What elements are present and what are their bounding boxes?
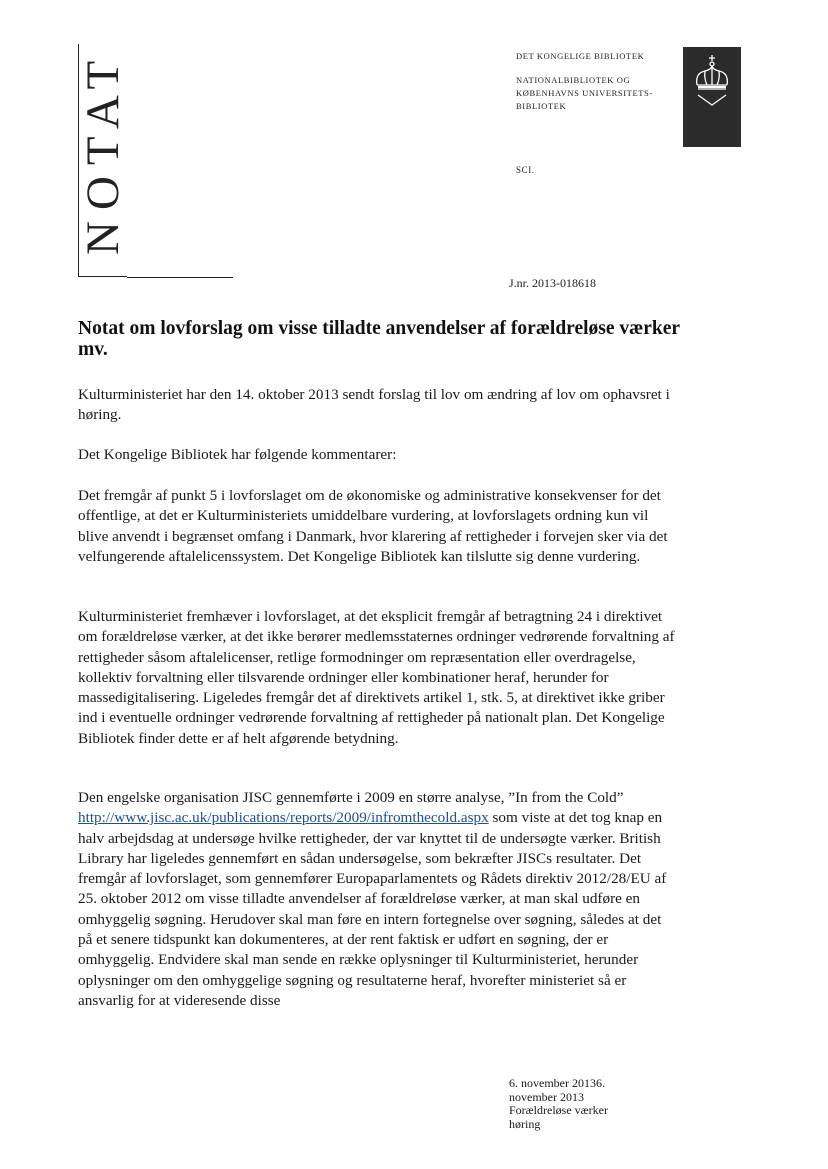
notat-label: NOTAT (77, 49, 129, 255)
letterhead-line: NATIONALBIBLIOTEK OG (516, 75, 631, 85)
department-code: SCI. (516, 165, 535, 175)
paragraph-text: som viste at det tog knap en halv arbejdsdag at undersøge hvilke rettigheder, der var knyttet til de undersøgte værker. British Library har ligeledes gennemført en sådan undersøgelse, som bekræfter JISCs resultater. Det fremgår af lovforslaget, som gennemfører Europaparlamentets og Rådets direktiv 2012/28/EU af 25. oktober 2012 om visse tilladte anvendelser af forældreløse værker, at man skal udføre en omhyggelig søgning. Herudover skal man føre en intern fortegnelse over søgning, således at det på et senere tidspunkt kan dokumenteres, at der rent faktisk er udført en søgning, der er omhyggelig. Endvidere skal man sende en række oplysninger til Kulturministeriet, herunder oplysninger om den omhyggelige søgning og resultaterne heraf, hvorefter ministeriet så er ansvarlig for at videresende disse (78, 809, 667, 1009)
paragraph-text: Den engelske organisation JISC gennemførte i 2009 en større analyse, ”In from the Cold” (78, 789, 624, 806)
paragraph: Det Kongelige Bibliotek har følgende kommentarer: (78, 446, 397, 463)
notat-frame-rule (127, 277, 233, 278)
footer-subject: Forældreløse værker (509, 1103, 608, 1117)
paragraph: Kulturministeriet har den 14. oktober 2013 sendt forslag til lov om ændring af lov om ophavsret i høring. (78, 386, 670, 424)
jisc-report-link[interactable]: http://www.jisc.ac.uk/publications/reports/2009/infromthecold.aspx (78, 809, 489, 827)
paragraph: Det fremgår af punkt 5 i lovforslaget om de økonomiske og administrative konsekvenser for det offentlige, at det er Kulturministeriets umiddelbare vurdering, at lovforslagets ordning kun vil blive anvendt i begrænset omfang i Danmark, hvor klarering af rettigheder i forvejen sker via det velfungerende aftalelicenssystem. Det Kongelige Bibliotek kan tilslutte sig denne vurdering. (78, 487, 668, 565)
paragraph: Kulturministeriet fremhæver i lovforslaget, at det eksplicit fremgår af betragtning 24 i direktivet om forældreløse værker, at det ikke berører medlemsstaternes ordninger vedrørende forvaltning af rettigheder såsom aftalelicenser, retlige formodninger om repræsentation eller overdragelse, kollektiv forvaltning eller tilsvarende ordninger eller kombinationer heraf, herunder for massedigitalisering. Ligeledes fremgår det af direktivets artikel 1, stk. 5, at direktivet ikke griber ind i eventuelle ordninger vedrørende forvaltning af rettigheder på nationalt plan. Det Kongelige Bibliotek finder dette er af helt afgørende betydning. (78, 608, 675, 747)
paragraph-jisc (78, 788, 678, 1011)
royal-crown-icon (683, 47, 741, 147)
letterhead-line: BIBLIOTEK (516, 101, 567, 111)
letterhead-name: DET KONGELIGE BIBLIOTEK (516, 51, 645, 61)
footer-subject: høring (509, 1116, 541, 1131)
footer-date: november 2013 (509, 1089, 584, 1104)
document-title: Notat om lovforslag om visse tilladte anvendelser af forældreløse værker mv. (78, 318, 680, 360)
letterhead-line: KØBENHAVNS UNIVERSITETS- (516, 88, 653, 98)
footer-date: 6. november 20136. (509, 1076, 605, 1090)
footer-info (509, 1077, 689, 1131)
journal-number: J.nr. 2013-018618 (509, 276, 596, 290)
library-logo (683, 47, 741, 147)
letterhead (516, 50, 676, 113)
